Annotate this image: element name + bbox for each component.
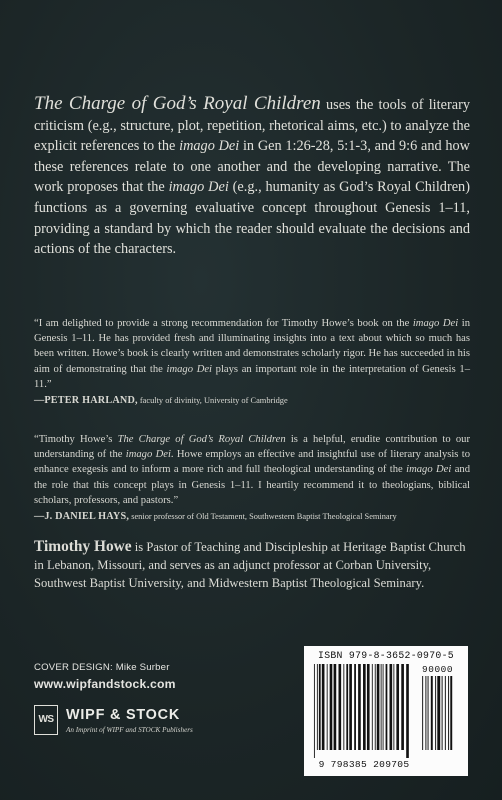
barcode-bar	[406, 664, 409, 758]
barcode-bar	[422, 676, 423, 750]
author-bio-text: is Pastor of Teaching and Discipleship at Heritage Baptist Church in Lebanon, Missouri, and serves as an adjunct professor at Corban University, Southwest Baptist University, and Midwestern Baptist Theological Seminary.	[34, 540, 466, 591]
barcode-bar	[314, 664, 315, 758]
barcode-bar	[381, 664, 382, 750]
ean-barcode-bars	[312, 664, 416, 758]
publisher-logo-icon: WS	[34, 705, 58, 735]
barcode-bar	[358, 664, 361, 750]
endorser-attribution	[34, 509, 470, 524]
barcode-bar	[396, 664, 399, 750]
barcode-bar	[319, 664, 321, 750]
barcode-bar	[372, 664, 373, 750]
quote-emphasis: imago Dei	[166, 363, 212, 375]
barcode-bar	[437, 676, 440, 750]
barcode-bar	[393, 664, 394, 750]
endorser-affiliation: faculty of divinity, University of Cambridge	[137, 396, 288, 406]
price-code: 90000	[422, 664, 454, 675]
barcode-bar	[338, 664, 341, 750]
blurb-emphasis: imago Dei	[168, 179, 229, 196]
addon-barcode-bars	[420, 676, 460, 758]
barcode-bar	[383, 664, 384, 750]
barcode	[304, 646, 468, 776]
quote-emphasis: imago Dei	[125, 449, 171, 461]
barcode-bar	[349, 664, 352, 750]
barcode-bar	[425, 676, 426, 750]
blurb-emphasis: imago Dei	[179, 138, 240, 155]
isbn-label: ISBN 979-8-3652-0970-5	[318, 650, 454, 661]
quote-emphasis: imago Dei	[412, 318, 459, 329]
barcode-bar	[445, 676, 446, 750]
quote-text: plays an important role in the interpretation of Genesis 1–11.”	[34, 363, 470, 390]
barcode-bar	[428, 676, 429, 750]
endorser-name: —J. DANIEL HAYS,	[34, 511, 130, 523]
barcode-bar	[377, 664, 380, 750]
cover-design-credit: COVER DESIGN: Mike Surber	[34, 662, 170, 673]
barcode-bar	[346, 664, 348, 750]
barcode-bar	[401, 664, 404, 750]
barcode-bar	[327, 664, 328, 750]
barcode-bar	[386, 664, 388, 750]
endorsement-harland	[34, 316, 470, 408]
endorsement-hays	[34, 432, 470, 524]
book-blurb	[34, 94, 470, 260]
publisher-logo	[34, 705, 214, 739]
blurb-text: (e.g., humanity as God’s Royal Children) functions as a governing evaluative concept throughout Genesis 1–11, providing a standard by which the reader should evaluate the decisions and actions of the characters.	[34, 179, 470, 258]
publisher-name: WIPF & STOCK	[66, 707, 181, 723]
barcode-bar	[442, 676, 443, 750]
quote-text: in Genesis 1–11. He has provided fresh and illuminating insights into a text about which so much has been written. Howe’s book is clearly written and demonstrates scholarly rigor. He has succeeded in his aim of demonstrating that the	[34, 318, 471, 375]
ean-number: 9 798385 209705	[318, 759, 410, 770]
quote-text: “I am delighted to provide a strong recommendation for Timothy Howe’s book on the	[34, 318, 413, 329]
quote-emphasis: imago Dei	[406, 464, 452, 476]
barcode-bar	[367, 664, 370, 750]
barcode-bar	[317, 664, 318, 750]
barcode-bar	[375, 664, 376, 750]
blurb-text: uses the tools of literary criticism (e.g., structure, plot, repetition, rhetorical aims, etc.) to analyze the explicit references to the	[34, 97, 470, 155]
barcode-bar	[450, 676, 452, 750]
author-name: Timothy Howe	[34, 538, 132, 555]
endorser-name: —PETER HARLAND,	[34, 395, 138, 407]
barcode-bar	[431, 676, 433, 750]
endorser-affiliation: senior professor of Old Testament, Southwestern Baptist Theological Seminary	[129, 512, 397, 522]
barcode-bar	[330, 664, 333, 750]
barcode-bar	[343, 664, 344, 750]
barcode-bar	[390, 664, 393, 750]
book-title: The Charge of God’s Royal Children	[34, 93, 321, 114]
barcode-bar	[354, 664, 356, 750]
quote-text: . Howe employs an effective and insightful use of literary analysis to enhance exegesis and to inform a more rich and full theological understanding of the	[34, 449, 470, 476]
endorser-attribution	[34, 393, 470, 408]
publisher-tagline: An Imprint of WIPF and STOCK Publishers	[66, 726, 193, 734]
quote-text: “Timothy Howe’s	[34, 434, 118, 445]
publisher-website: www.wipfandstock.com	[34, 677, 176, 691]
blurb-text: in Gen 1:26-28, 5:1-3, and 9:6 and how these references relate to one another and the developing narrative. The work proposes that the	[34, 138, 470, 196]
barcode-bar	[334, 664, 337, 750]
quote-text: is a helpful, erudite contribution to our understanding of the	[34, 434, 470, 461]
barcode-bar	[448, 676, 449, 750]
quote-book-title: The Charge of God’s Royal Children	[117, 434, 286, 445]
quote-text: and the role that this concept plays in Genesis 1–11. I heartily recommend it to theologians, biblical scholars, professors, and pastors.”	[34, 464, 470, 506]
barcode-bar	[363, 664, 366, 750]
barcode-bar	[435, 676, 436, 750]
barcode-bar	[322, 664, 325, 750]
author-bio	[34, 538, 470, 593]
